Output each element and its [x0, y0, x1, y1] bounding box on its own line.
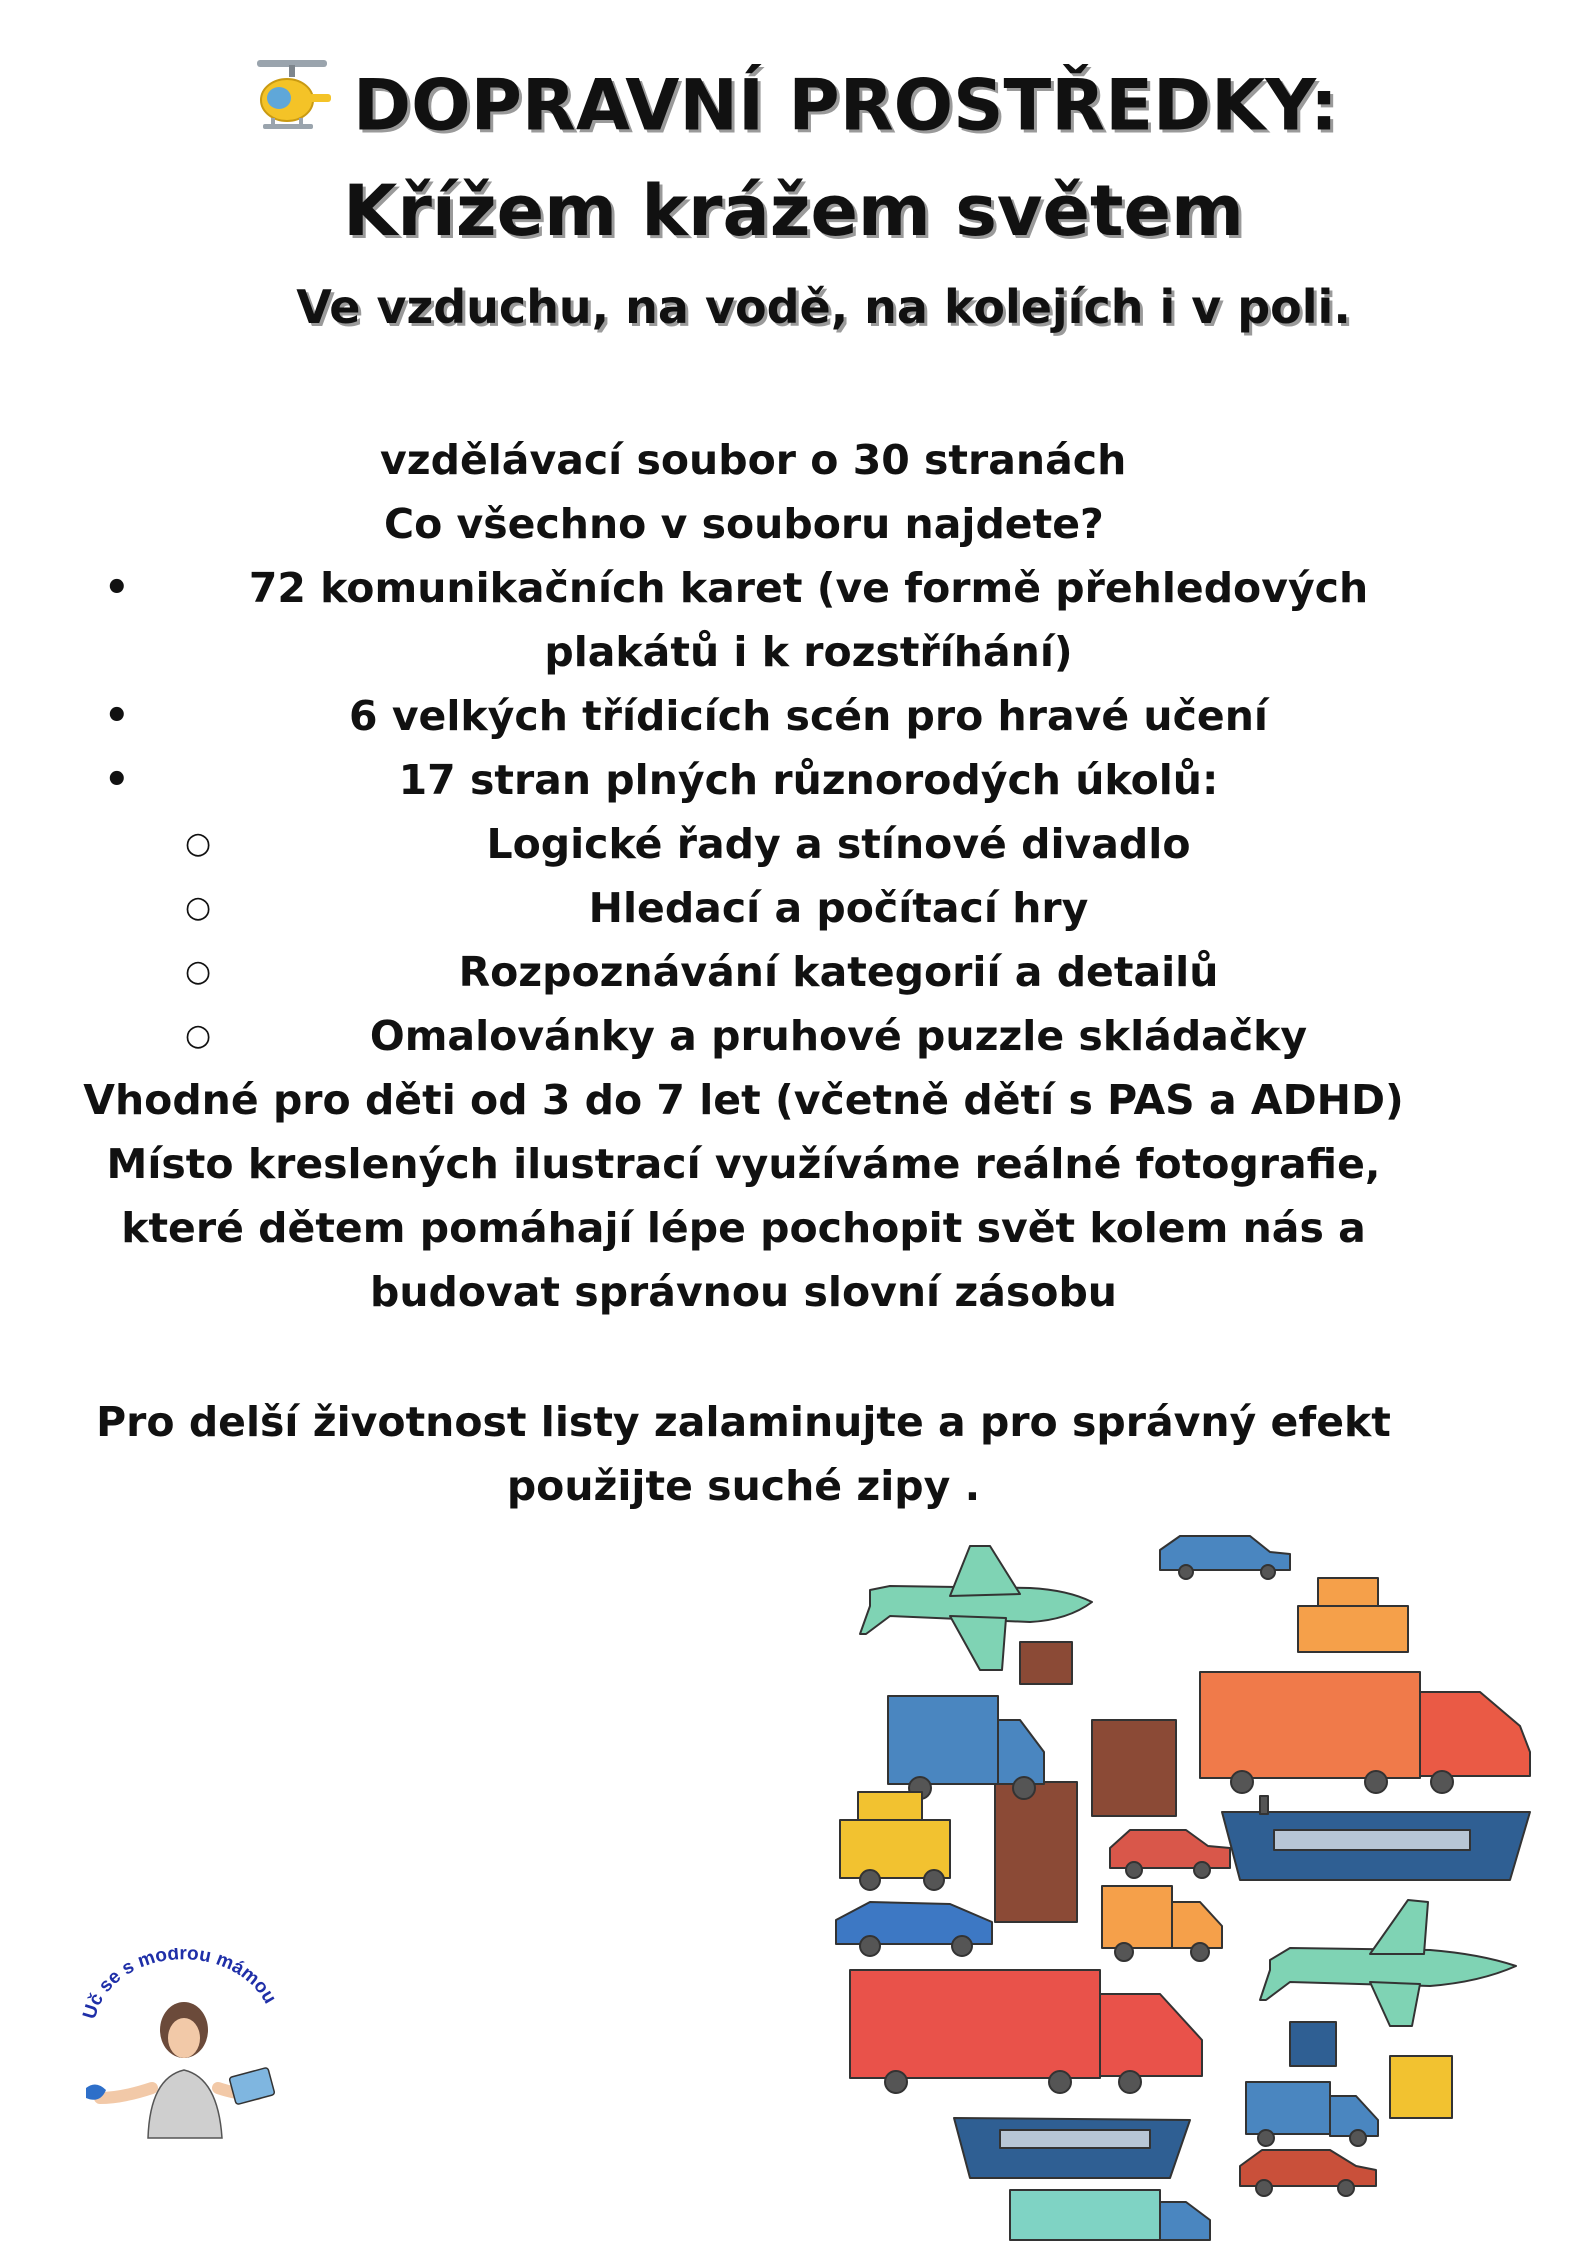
photo-info-line1: Místo kreslených ilustrací využíváme reálné fotografie, [106, 1140, 1381, 1188]
sub-bullet-coloring: Omalovánky a pruhové puzzle skládačky [369, 1012, 1308, 1060]
car-icon [1110, 1830, 1230, 1878]
age-info: Vhodné pro děti od 3 do 7 let (včetně dětí s PAS a ADHD) [83, 1076, 1404, 1124]
vehicle-collage [830, 1530, 1560, 2245]
box-icon [1290, 2022, 1336, 2066]
photo-info-line2: které dětem pomáhají lépe pochopit svět kolem nás a [121, 1204, 1366, 1252]
sub-bullet-categories: Rozpoznávání kategorií a detailů [458, 948, 1219, 996]
sub-bullet-marker: ○ [185, 826, 212, 861]
brown-box-icon [1092, 1720, 1176, 1816]
sub-bullet-marker: ○ [185, 1018, 212, 1053]
sub-bullet-logic: Logické řady a stínové divadlo [486, 820, 1191, 868]
yellow-box-icon [1390, 2056, 1452, 2118]
brown-box-icon [1020, 1642, 1072, 1684]
logo-text: Uč se s modrou mámou [79, 1948, 281, 2022]
brand-logo [72, 1948, 292, 2148]
page-title-line1 [0, 62, 1587, 159]
title-text-1: DOPRAVNÍ PROSTŘEDKY: [353, 64, 1338, 147]
truck-icon [1010, 2190, 1210, 2240]
car-icon [836, 1902, 992, 1956]
ship-icon [1222, 1796, 1530, 1880]
truck-icon [850, 1970, 1202, 2093]
intro-line-1: vzdělávací soubor o 30 stranách [380, 436, 1127, 484]
photo-info-line3: budovat správnou slovní zásobu [369, 1268, 1117, 1316]
tip-line1: Pro delší životnost listy zalaminujte a pro správný efekt [96, 1398, 1391, 1446]
sub-bullet-marker: ○ [185, 890, 212, 925]
sub-bullet-marker: ○ [185, 954, 212, 989]
bullet-marker: • [104, 565, 130, 611]
bullet-item-cards-line2: plakátů i k rozstříhání) [544, 628, 1073, 676]
intro-line-2: Co všechno v souboru najdete? [384, 500, 1104, 548]
brown-box-icon [995, 1782, 1077, 1922]
ship-icon [954, 2118, 1190, 2178]
tip-line2: použijte suché zipy . [506, 1462, 981, 1510]
bullet-marker: • [104, 757, 130, 803]
bullet-item-tasks: 17 stran plných různorodých úkolů: [398, 756, 1219, 804]
page-subtitle: Ve vzduchu, na vodě, na kolejích i v poli. [296, 280, 1351, 334]
truck-icon [1102, 1886, 1222, 1961]
helicopter-icon [249, 56, 335, 153]
airplane-icon [1260, 1900, 1516, 2026]
truck-icon [1246, 2082, 1378, 2146]
car-icon [1240, 2150, 1376, 2196]
bullet-item-scenes: 6 velkých třídicích scén pro hravé učení [349, 692, 1268, 740]
cargo-boxes-icon [1298, 1578, 1408, 1652]
bullet-item-cards-line1: 72 komunikačních karet (ve formě přehledových [248, 564, 1369, 612]
car-icon [1160, 1536, 1290, 1579]
sub-bullet-search: Hledací a počítací hry [588, 884, 1089, 932]
truck-icon [1200, 1672, 1530, 1793]
truck-icon [888, 1696, 1044, 1799]
page-title-line2: Křížem krážem světem [343, 170, 1244, 252]
cart-icon [840, 1792, 950, 1890]
bullet-marker: • [104, 693, 130, 739]
